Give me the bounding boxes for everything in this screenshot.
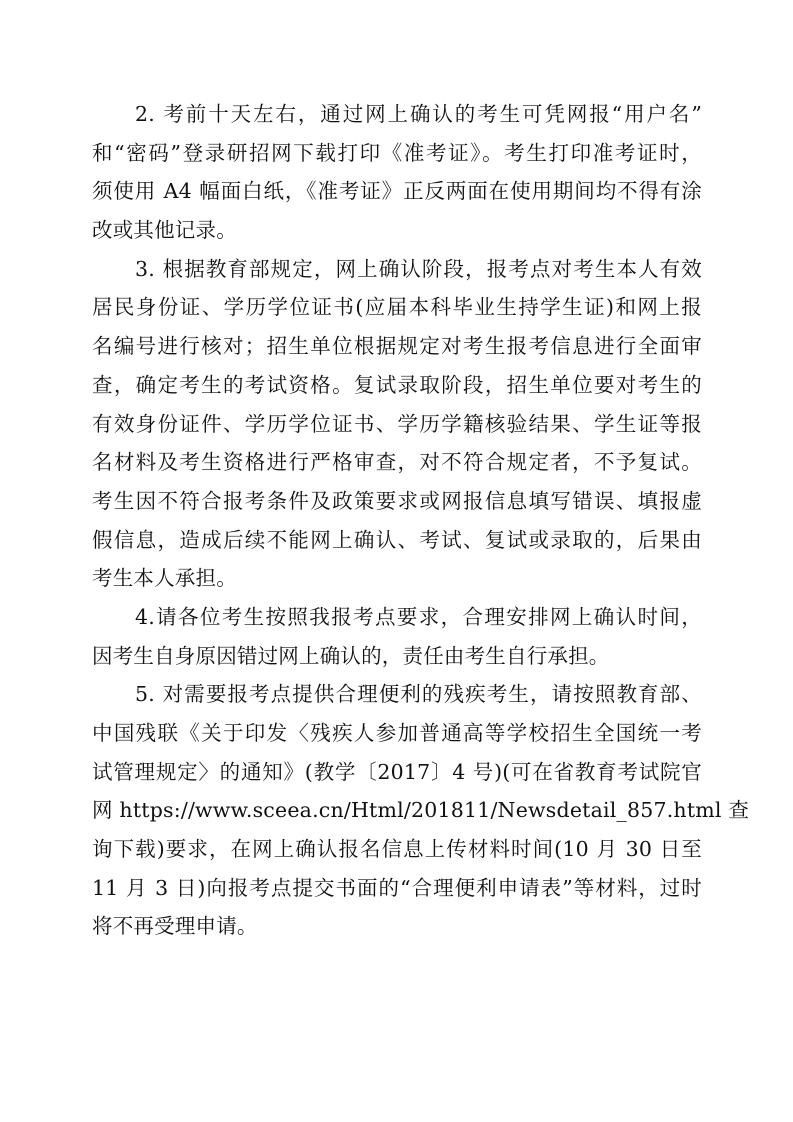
paragraph-line: 网 https://www.sceea.cn/Html/201811/Newsdetail_857.html 查 [92, 798, 750, 823]
paragraph-line: 有效身份证件、学历学位证书、学历学籍核验结果、学生证等报 [92, 411, 702, 436]
paragraph-line: 和“密码”登录研招网下载打印《准考证》。考生打印准考证时， [92, 140, 702, 165]
paragraph-line: 4.请各位考生按照我报考点要求，合理安排网上确认时间， [135, 604, 702, 629]
paragraph-4 [92, 598, 702, 675]
paragraph-line: 居民身份证、学历学位证书(应届本科毕业生持学生证)和网上报 [92, 295, 702, 320]
paragraph-line: 考生本人承担。 [92, 566, 237, 591]
paragraph-line: 询下载)要求，在网上确认报名信息上传材料时间(10 月 30 日至 [92, 837, 702, 862]
paragraph-line: 须使用 A4 幅面白纸，《准考证》正反两面在使用期间均不得有涂 [92, 179, 702, 204]
paragraph-line: 查，确定考生的考试资格。复试录取阶段，招生单位要对考生的 [92, 372, 702, 397]
paragraph-line: 假信息，造成后续不能网上确认、考试、复试或录取的，后果由 [92, 527, 702, 552]
paragraph-line: 名编号进行核对；招生单位根据规定对考生报考信息进行全面审 [92, 334, 702, 359]
paragraph-line: 2. 考前十天左右，通过网上确认的考生可凭网报“用户名” [135, 102, 702, 126]
paragraph-3 [92, 250, 702, 598]
paragraph-line: 中国残联《关于印发〈残疾人参加普通高等学校招生全国统一考 [92, 721, 702, 745]
paragraph-line: 改或其他记录。 [92, 218, 237, 243]
paragraph-line: 11 月 3 日)向报考点提交书面的“合理便利申请表”等材料，过时 [92, 875, 702, 900]
paragraph-line: 5. 对需要报考点提供合理便利的残疾考生，请按照教育部、 [135, 682, 702, 707]
paragraph-2 [92, 95, 702, 250]
paragraph-line: 名材料及考生资格进行严格审查，对不符合规定者，不予复试。 [92, 450, 702, 475]
paragraph-5 [92, 675, 750, 946]
paragraph-line: 将不再受理申请。 [92, 914, 258, 939]
paragraph-line: 3. 根据教育部规定，网上确认阶段，报考点对考生本人有效 [135, 256, 702, 281]
document-body [92, 95, 750, 946]
paragraph-line: 因考生自身原因错过网上确认的，责任由考生自行承担。 [92, 643, 610, 668]
paragraph-line: 试管理规定〉的通知》(教学〔2017〕4 号)(可在省教育考试院官 [92, 759, 702, 784]
paragraph-line: 考生因不符合报考条件及政策要求或网报信息填写错误、填报虚 [92, 488, 702, 513]
